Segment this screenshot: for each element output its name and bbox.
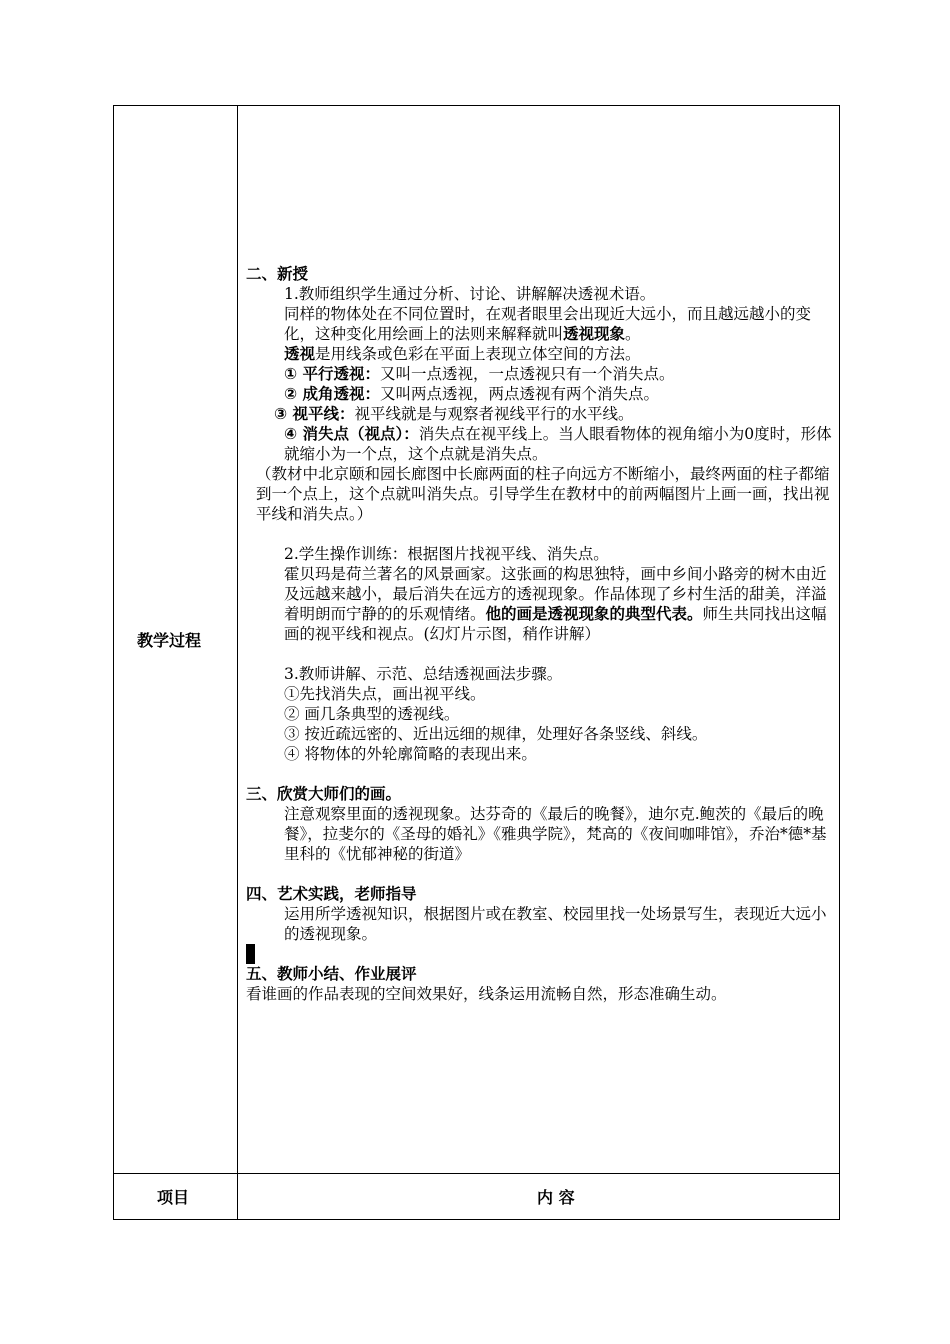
step-3-heading: 3.教师讲解、示范、总结透视画法步骤。 <box>284 665 563 683</box>
term-angular-text: 又叫两点透视，两点透视有两个消失点。 <box>380 385 660 403</box>
column-divider <box>237 106 238 1219</box>
period: 。 <box>625 325 641 343</box>
section-5-title: 五、教师小结、作业展评 <box>246 965 417 983</box>
section-3-title: 三、欣赏大师们的画。 <box>246 785 402 803</box>
lesson-content <box>246 264 836 1004</box>
perspective-definition <box>246 344 836 364</box>
term-parallel <box>246 364 836 384</box>
drawing-step-1: ①先找消失点，画出视平线。 <box>284 685 486 703</box>
drawing-step-3: ③ 按近疏远密的、近出远细的规律，处理好各条竖线、斜线。 <box>284 725 708 743</box>
step-1-heading: 1.教师组织学生通过分析、讨论、讲解解决透视术语。 <box>284 285 656 303</box>
section-2-title: 二、新授 <box>246 265 309 283</box>
term-parallel-text: 又叫一点透视，一点透视只有一个消失点。 <box>380 365 675 383</box>
section-3-text: 注意观察里面的透视现象。达芬奇的《最后的晚餐》，迪尔克.鲍茨的《最后的晚餐》，拉斐尔的《圣母的婚礼》《雅典学院》，梵高的《夜间咖啡馆》，乔治*德*基里科的《忧郁神秘的街道》 <box>284 805 827 863</box>
hobbema-emphasis: 他的画是透视现象的典型代表。 <box>485 605 703 623</box>
hobbema-text: 霍贝玛是荷兰著名的风景画家。这张画的构思独特，画中乡间小路旁的树木由近及远越来越小，最后消失在远方的透视现象。作品体现了乡村生活的甜美，洋溢着明朗而宁静的的乐观情绪。 <box>284 565 827 623</box>
drawing-step-4: ④ 将物体的外轮廓简略的表现出来。 <box>284 745 537 763</box>
textbook-note: （教材中北京颐和园长廊图中长廊两面的柱子向远方不断缩小，最终两面的柱子都缩到一个点上，这个点就叫消失点。引导学生在教材中的前两幅图片上画一画，找出视平线和消失点。） <box>256 465 830 523</box>
row-label-teaching-process: 教学过程 <box>137 631 202 650</box>
term-angular-label: ② 成角透视： <box>284 385 381 403</box>
term-horizon <box>246 404 836 424</box>
definition-text: 是用线条或色彩在平面上表现立体空间的方法。 <box>315 345 641 363</box>
hobbema-text-end: 师生共同找出这幅画的视平线和视点。(幻灯片示图，稍作讲解） <box>284 605 827 643</box>
perspective-term: 透视现象 <box>563 325 626 343</box>
header-content: 内 容 <box>537 1188 575 1207</box>
text-cursor <box>246 944 255 964</box>
section-4-title: 四、艺术实践，老师指导 <box>246 885 417 903</box>
row-divider <box>114 1173 839 1174</box>
section-4-text: 运用所学透视知识，根据图片或在教室、校园里找一处场景写生，表现近大远小的透视现象。 <box>284 905 827 943</box>
term-parallel-label: ① 平行透视： <box>284 365 381 383</box>
term-vanishing-point <box>246 424 836 464</box>
term-angular <box>246 384 836 404</box>
definition-term: 透视 <box>284 345 316 363</box>
drawing-step-2: ② 画几条典型的透视线。 <box>284 705 460 723</box>
step-2-heading: 2.学生操作训练：根据图片找视平线、消失点。 <box>284 545 609 563</box>
term-vanishing-text: 消失点在视平线上。当人眼看物体的视角缩小为0度时，形体就缩小为一个点，这个点就是消失点。 <box>284 425 832 463</box>
hobbema-paragraph <box>246 564 836 644</box>
perspective-paragraph-text: 同样的物体处在不同位置时，在观者眼里会出现近大远小，而且越远越小的变化，这种变化用绘画上的法则来解释就叫 <box>284 305 812 343</box>
term-horizon-text: 视平线就是与观察者视线平行的水平线。 <box>354 405 634 423</box>
term-horizon-label: ③ 视平线： <box>274 405 355 423</box>
text-cursor-line <box>246 944 836 964</box>
header-item: 项目 <box>157 1188 190 1207</box>
term-vanishing-label: ④ 消失点（视点）： <box>284 425 419 443</box>
section-5-text: 看谁画的作品表现的空间效果好，线条运用流畅自然，形态准确生动。 <box>246 985 727 1003</box>
perspective-paragraph <box>246 304 836 344</box>
